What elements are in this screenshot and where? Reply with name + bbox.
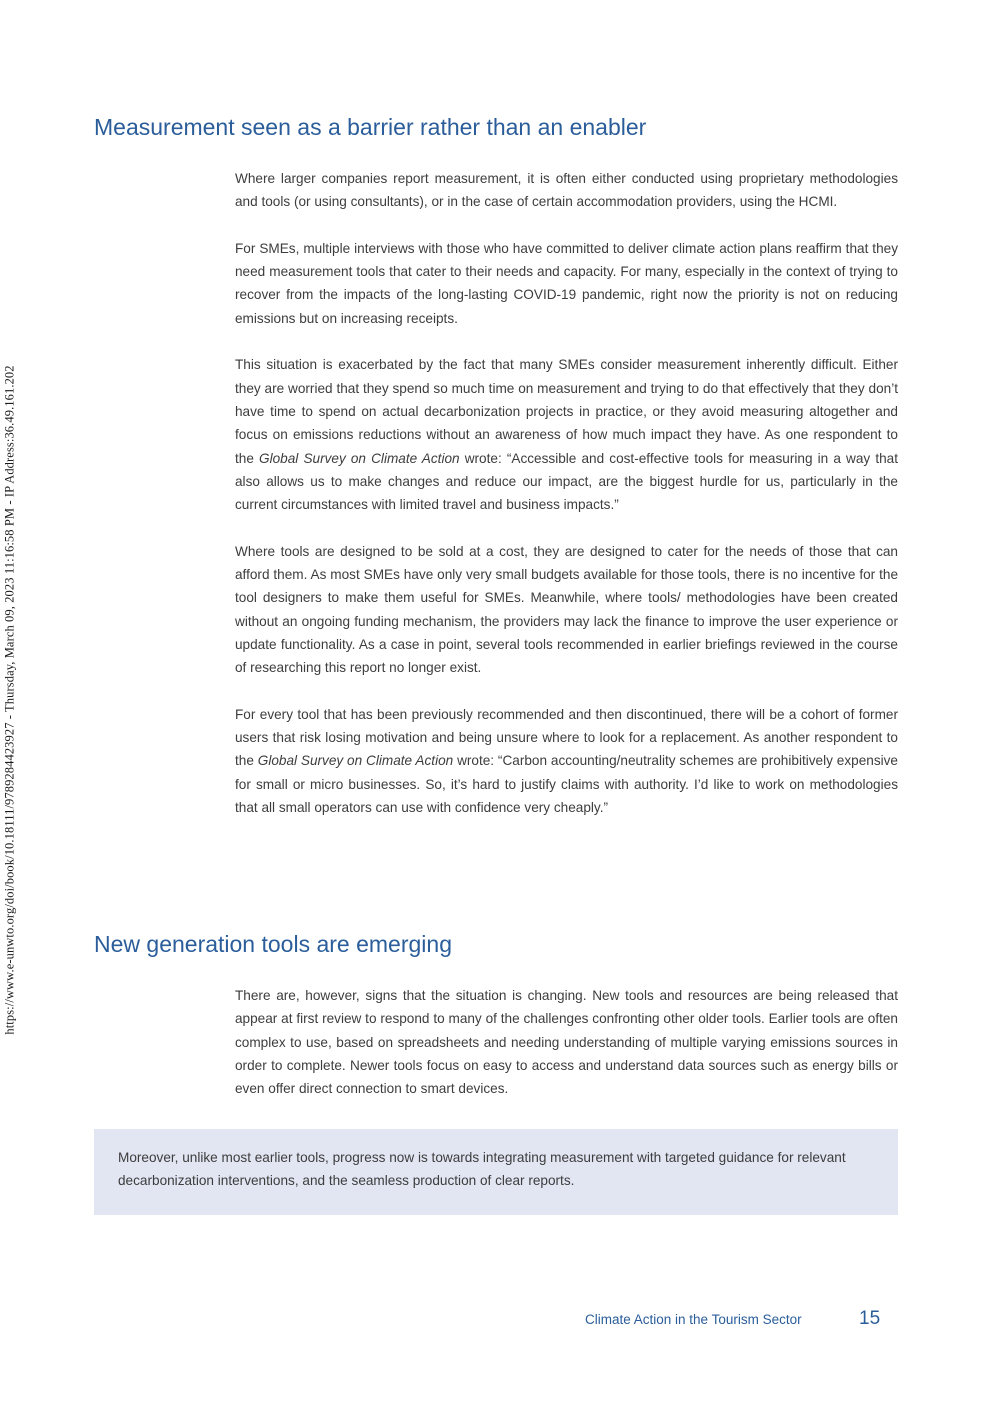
body-paragraph	[235, 703, 898, 819]
body-paragraph: There are, however, signs that the situation is changing. New tools and resources are being released that appear at first review to respond to many of the challenges confronting other older tools. Earlier tools are often complex to use, based on spreadsheets and needing understanding of multiple varying emissions sources in order to complete. Newer tools focus on easy to access and understand data sources such as energy bills or even offer direct connection to smart devices.	[235, 988, 898, 1097]
callout-text: Moreover, unlike most earlier tools, progress now is towards integrating measurement with targeted guidance for relevant decarbonization interventions, and the seamless production of clear reports.	[118, 1150, 846, 1189]
footer-publication-title: Climate Action in the Tourism Sector	[585, 1312, 802, 1327]
section-body-measurement-barrier	[235, 167, 898, 819]
section-body-new-tools	[235, 984, 898, 1100]
section-heading-new-tools: New generation tools are emerging	[94, 931, 452, 957]
body-paragraph: Where larger companies report measurement, it is often either conducted using proprietary methodologies and tools (or using consultants), or in the case of certain accommodation providers, using the HCMI.	[235, 171, 898, 210]
paragraph-text: wrote: “Accessible and cost-effective tools for measuring in a way that also allows us to make changes and reduce our impact, are the biggest hurdle for us, particularly in the current circumstances with limited travel and business impacts.”	[235, 450, 898, 513]
paragraph-text: wrote: “Carbon accounting/neutrality schemes are prohibitively expensive for small or micro businesses. So, it’s hard to justify claims with authority. I’d like to work on methodologies that all small operators can use with confidence very cheaply.”	[235, 753, 898, 816]
paragraph-text: For every tool that has been previously recommended and then discontinued, there will be a cohort of former users that risk losing motivation and being unsure where to look for a replacement. As another respondent to the	[235, 706, 898, 769]
download-watermark: https://www.e-unwto.org/doi/book/10.18111/9789284423927 - Thursday, March 09, 2023 11:16:58 PM - IP Address:36.49.161.202	[2, 365, 17, 1035]
survey-title-italic: Global Survey on Climate Action	[259, 450, 460, 466]
body-paragraph: For SMEs, multiple interviews with those who have committed to deliver climate action plans reaffirm that they need measurement tools that cater to their needs and capacity. For many, especially in the context of trying to recover from the impacts of the long-lasting COVID-19 pandemic, right now the priority is not on reducing emissions but on increasing receipts.	[235, 240, 898, 326]
paragraph-text: This situation is exacerbated by the fact that many SMEs consider measurement inherently difficult. Either they are worried that they spend so much time on measurement and trying to do that effectively that they don’t have time to spend on actual decarbonization projects in practice, or they avoid measuring altogether and focus on emissions reductions without an awareness of how much impact they have. As one respondent to the	[235, 357, 898, 466]
section-heading-measurement-barrier: Measurement seen as a barrier rather than an enabler	[94, 114, 647, 140]
survey-title-italic: Global Survey on Climate Action	[257, 753, 454, 769]
body-paragraph	[235, 353, 898, 516]
page-number: 15	[859, 1308, 881, 1329]
body-paragraph: Where tools are designed to be sold at a cost, they are designed to cater for the needs of those that can afford them. As most SMEs have only very small budgets available for those tools, there is no incentive for the tool designers to make them useful for SMEs. Meanwhile, where tools/ methodologies have been created without an ongoing funding mechanism, the providers may lack the finance to improve the user experience or update functionality. As a case in point, several tools recommended in earlier briefings reviewed in the course of researching this report no longer exist.	[235, 543, 898, 676]
highlight-callout-box	[94, 1129, 898, 1215]
